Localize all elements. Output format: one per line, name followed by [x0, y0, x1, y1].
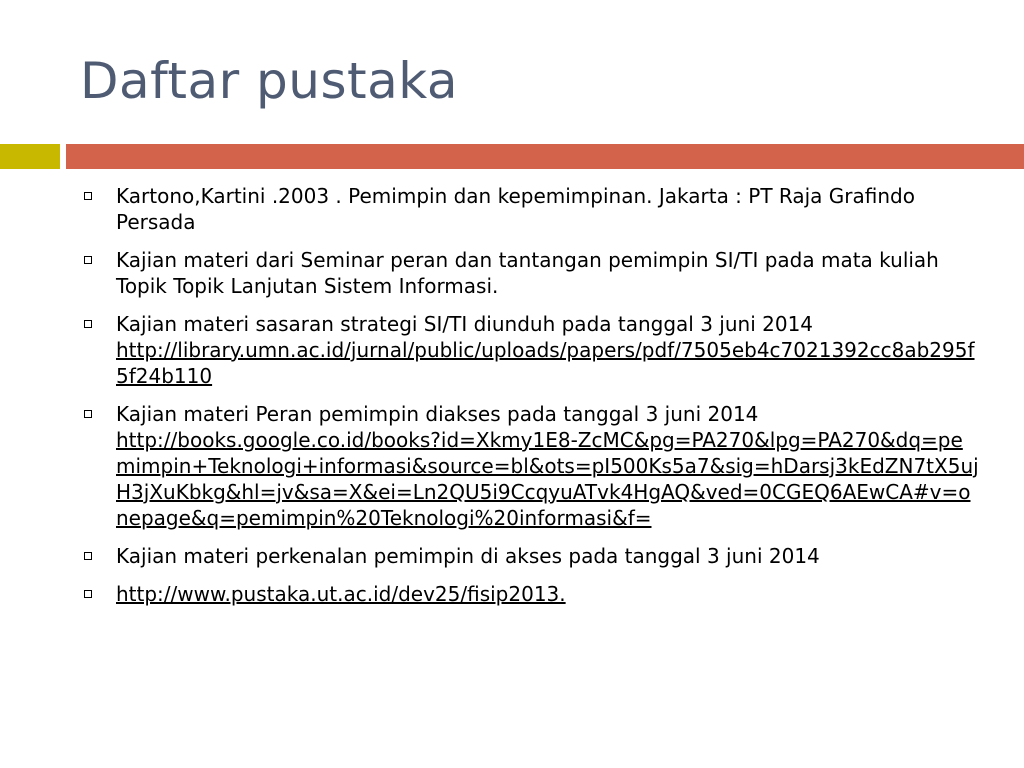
reference-text: Kajian materi dari Seminar peran dan tantangan pemimpin SI/TI pada mata kuliah Topik Topik Lanjutan Sistem Informasi.: [116, 248, 939, 298]
square-bullet-icon: [84, 320, 92, 328]
square-bullet-icon: [84, 256, 92, 264]
reference-text: Kartono,Kartini .2003 . Pemimpin dan kepemimpinan. Jakarta : PT Raja Grafindo Persada: [116, 184, 915, 234]
square-bullet-icon: [84, 192, 92, 200]
reference-item: [82, 543, 982, 569]
reference-text: Kajian materi Peran pemimpin diakses pada tanggal 3 juni 2014: [116, 402, 759, 426]
reference-link[interactable]: http://books.google.co.id/books?id=Xkmy1E8-ZcMC&pg=PA270&lpg=PA270&dq=pemimpin+Teknologi+informasi&source=bl&ots=pI500Ks5a7&sig=hDarsj3kEdZN7tX5ujH3jXuKbkg&hl=jv&sa=X&ei=Ln2QU5i9CcqyuATvk4HgAQ&ved=0CGEQ6AEwCA#v=onepage&q=pemimpin%20Teknologi%20informasi&f=: [116, 428, 979, 530]
reference-item: [82, 401, 982, 531]
reference-text: Kajian materi perkenalan pemimpin di akses pada tanggal 3 juni 2014: [116, 544, 820, 568]
reference-link[interactable]: http://www.pustaka.ut.ac.id/dev25/fisip2013.: [116, 582, 566, 606]
reference-item: [82, 311, 982, 389]
slide-title: Daftar pustaka: [80, 52, 458, 110]
square-bullet-icon: [84, 552, 92, 560]
square-bullet-icon: [84, 410, 92, 418]
accent-bar-right: [66, 144, 1024, 169]
reference-list: [82, 183, 982, 619]
accent-bar-left: [0, 144, 60, 169]
reference-text: Kajian materi sasaran strategi SI/TI diunduh pada tanggal 3 juni 2014: [116, 312, 814, 336]
reference-item: [82, 581, 982, 607]
reference-link[interactable]: http://library.umn.ac.id/jurnal/public/uploads/papers/pdf/7505eb4c7021392cc8ab295f5f24b110: [116, 338, 975, 388]
reference-item: [82, 183, 982, 235]
square-bullet-icon: [84, 590, 92, 598]
reference-item: [82, 247, 982, 299]
